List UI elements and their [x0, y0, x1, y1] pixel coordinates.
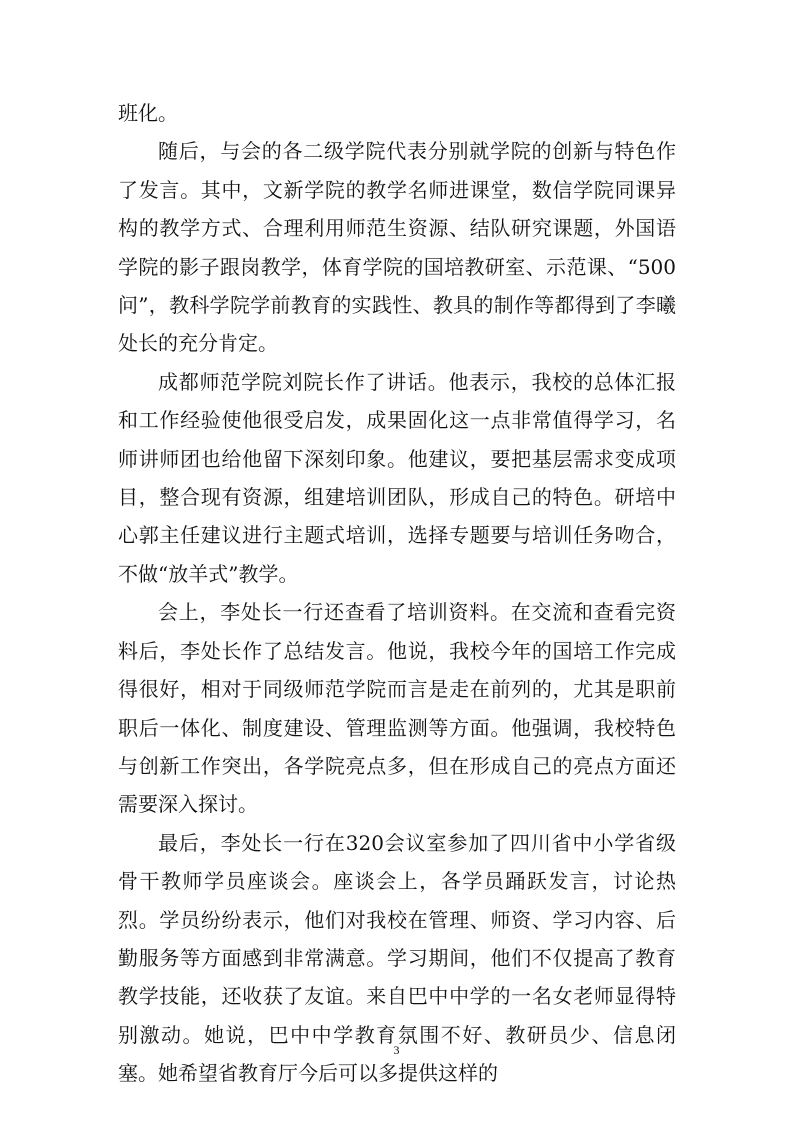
- paragraph: 成都师范学院刘院长作了讲话。他表示，我校的总体汇报和工作经验使他很受启发，成果固化这一点非常值得学习，名师讲师团也给他留下深刻印象。他建议，要把基层需求变成项目，整合现有资源，组建培训团队，形成自己的特色。研培中心郭主任建议进行主题式培训，选择专题要与培训任务吻合，不做“放羊式”教学。: [118, 369, 676, 586]
- body-text: [118, 94, 676, 1093]
- paragraph: 随后，与会的各二级学院代表分别就学院的创新与特色作了发言。其中，文新学院的教学名师进课堂，数信学院同课异构的教学方式、合理利用师范生资源、结队研究课题，外国语学院的影子跟岗教学，体育学院的国培教研室、示范课、“500问”，教科学院学前教育的实践性、教具的制作等都得到了李曦处长的充分肯定。: [118, 139, 676, 356]
- paragraph: 班化。: [118, 101, 178, 125]
- page-number: 3: [393, 1043, 400, 1057]
- paragraph: 最后，李处长一行在320会议室参加了四川省中小学省级骨干教师学员座谈会。座谈会上，各学员踊跃发言，讨论热烈。学员纷纷表示，他们对我校在管理、师资、学习内容、后勤服务等方面感到非常满意。学习期间，他们不仅提高了教育教学技能，还收获了友谊。来自巴中中学的一名女老师显得特别激动。她说，巴中中学教育氛围不好、教研员少、信息闭塞。她希望省教育厅今后可以多提供这样的: [118, 830, 676, 1086]
- paragraph: 会上，李处长一行还查看了培训资料。在交流和查看完资料后，李处长作了总结发言。他说，我校今年的国培工作完成得很好，相对于同级师范学院而言是走在前列的，尤其是职前职后一体化、制度建设、管理监测等方面。他强调，我校特色与创新工作突出，各学院亮点多，但在形成自己的亮点方面还需要深入探讨。: [118, 600, 676, 817]
